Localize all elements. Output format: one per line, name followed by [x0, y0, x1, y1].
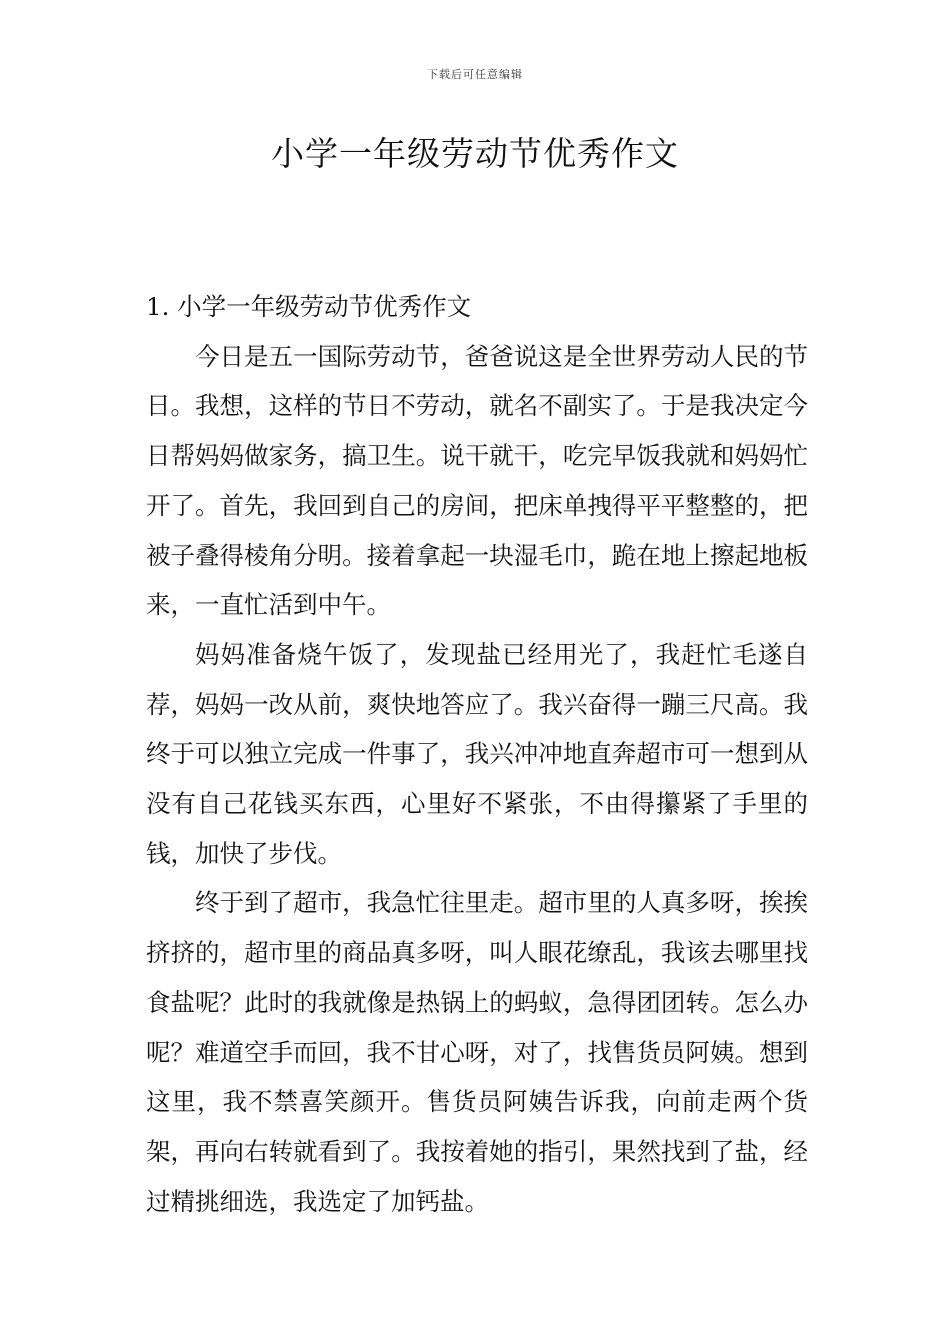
- paragraph-2: 妈妈准备烧午饭了，发现盐已经用光了，我赶忙毛遂自荐，妈妈一改从前，爽快地答应了。我兴奋得一蹦三尺高。我终于可以独立完成一件事了，我兴冲冲地直奔超市可一想到从没有自己花钱买东西，心里好不紧张，不由得攥紧了手里的钱，加快了步伐。: [146, 639, 808, 868]
- section-heading: 1. 小学一年级劳动节优秀作文: [146, 292, 472, 321]
- document-title: 小学一年级劳动节优秀作文: [271, 134, 679, 173]
- header-note: 下载后可任意编辑: [427, 68, 523, 81]
- document-body: [146, 282, 808, 1226]
- paragraph-3: 终于到了超市，我急忙往里走。超市里的人真多呀，挨挨挤挤的，超市里的商品真多呀，叫人眼花缭乱，我该去哪里找食盐呢？此时的我就像是热锅上的蚂蚁，急得团团转。怎么办呢？难道空手而回，我不甘心呀，对了，找售货员阿姨。想到这里，我不禁喜笑颜开。售货员阿姨告诉我，向前走两个货架，再向右转就看到了。我按着她的指引，果然找到了盐，经过精挑细选，我选定了加钙盐。: [146, 888, 808, 1216]
- paragraph-1: 今日是五一国际劳动节，爸爸说这是全世界劳动人民的节日。我想，这样的节日不劳动，就名不副实了。于是我决定今日帮妈妈做家务，搞卫生。说干就干，吃完早饭我就和妈妈忙开了。首先，我回到自己的房间，把床单拽得平平整整的，把被子叠得棱角分明。接着拿起一块湿毛巾，跪在地上擦起地板来，一直忙活到中午。: [146, 341, 808, 620]
